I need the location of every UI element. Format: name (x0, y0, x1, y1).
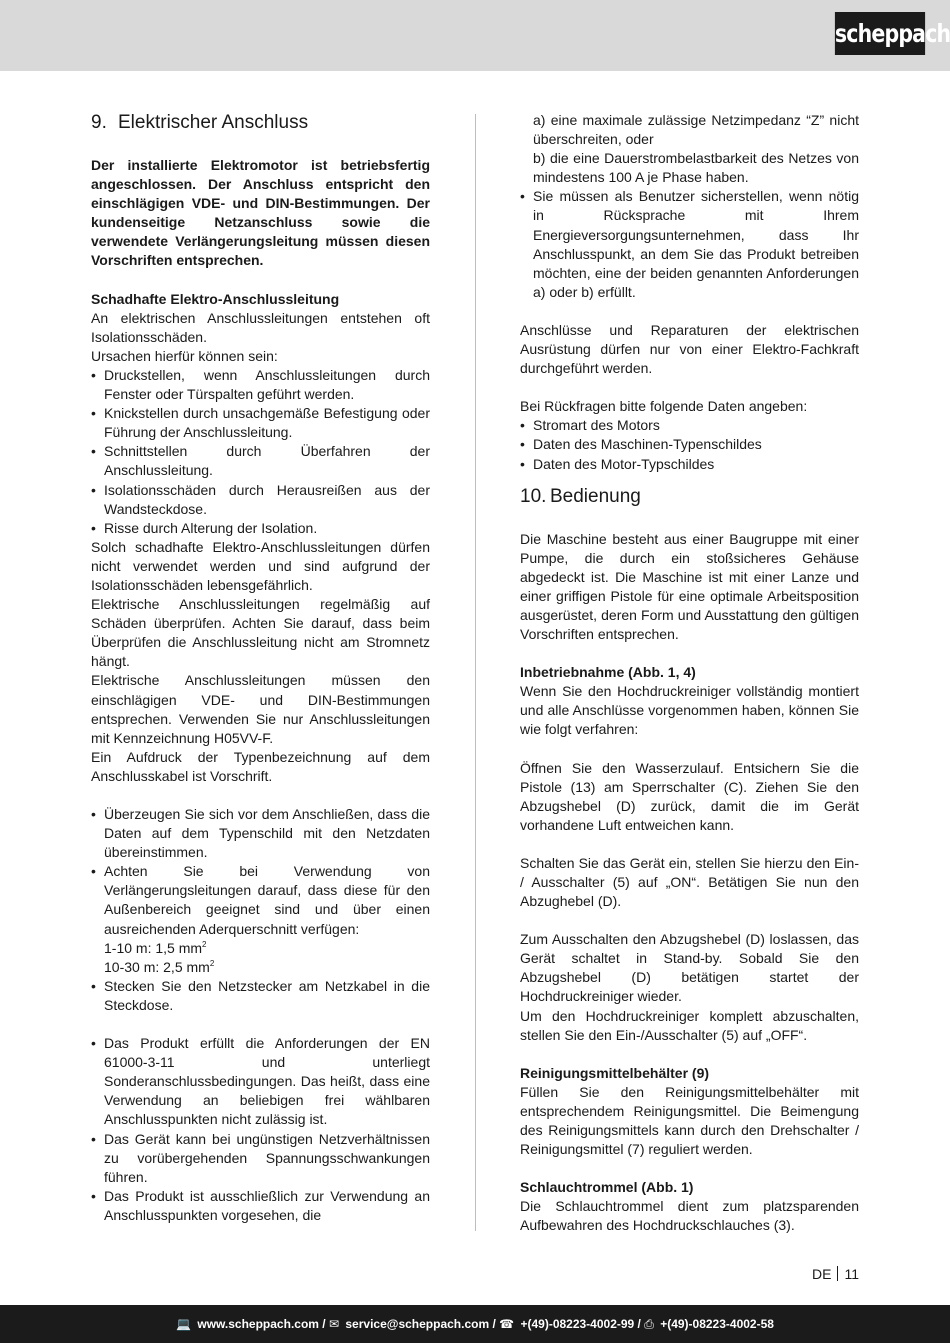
user-list (520, 187, 859, 302)
paragraph: Die Schlauchtrommel dient zum platzsparenden Aufbewahren des Hochdruckschlauches (3). (520, 1198, 859, 1234)
paragraph: Öffnen Sie den Wasserzulauf. Entsichern Sie die Pistole (13) am Sperrschalter (C). Ziehen Sie den Abzugshebel (D) zurück, damit die im Gerät vorhandene Luft entweichen kann. (520, 759, 859, 833)
paragraph: Füllen Sie den Reinigungsmittelbehälter mit entsprechendem Reinigungsmittel. Die Beimengung des Reinigungsmittels kann durch den Drehschalter / Reinigungsmittel (7) reguliert werden. (520, 1083, 859, 1158)
mail-icon: ✉ (328, 1317, 340, 1331)
subheading-damaged-cable: Schadhafte Elektro-Anschlussleitung (91, 290, 340, 307)
website-link[interactable]: www.scheppach.com / (197, 1317, 326, 1331)
header-bar (0, 0, 950, 71)
left-column (91, 111, 430, 1225)
phone-number: +(49)-08223-4002-99 / (520, 1317, 641, 1331)
fax-number: +(49)-08223-4002-58 (660, 1317, 774, 1331)
list-item: • Stecken Sie den Netzstecker am Netzkabel in die Steckdose. (91, 977, 430, 1015)
paragraph: Elektrische Anschlussleitungen regelmäßig auf Schäden überprüfen. Achten Sie darauf, dass beim Überprüfen die Anschlussleitung nicht am Stromnetz hängt. (91, 596, 430, 670)
list-item: • Überzeugen Sie sich vor dem Anschließen, dass die Daten auf dem Typenschild mit den Netzdaten übereinstimmen. (91, 805, 430, 862)
section-number: 9. (91, 112, 107, 133)
language-code: DE (812, 1266, 832, 1282)
list-item: • Knickstellen durch unsachgemäße Befestigung oder Führung der Anschlussleitung. (91, 404, 430, 442)
paragraph: An elektrischen Anschlussleitungen entstehen oft Isolationsschäden. (91, 309, 430, 345)
right-column (520, 111, 859, 1236)
section-10-heading (520, 485, 859, 509)
list-item (91, 862, 430, 977)
intro-paragraph: Der installierte Elektromotor ist betriebsfertig angeschlossen. Der Anschluss entspricht den einschlägigen VDE- und DIN-Bestimmungen. Der kundenseitige Netzanschluss sowie die verwendete Verlängerungsleitung müssen diesen Vorschriften entsprechen. (91, 157, 430, 269)
paragraph: Solch schadhafte Elektro-Anschlussleitungen dürfen nicht verwendet werden und sind aufgrund der Isolationsschäden lebensgefährlich. (91, 538, 430, 593)
scheppach-logo: scheppach (835, 12, 925, 55)
list-item: • Stromart des Motors (520, 416, 859, 435)
phone-icon: ☎ (499, 1317, 515, 1331)
cable-length-2: 10-30 m: 2,5 mm (104, 958, 210, 975)
paragraph: Schalten Sie das Gerät ein, stellen Sie hierzu den Ein- / Ausschalter (5) auf „ON“. Betätigen Sie nun den Abzughebel (D). (520, 854, 859, 910)
section-title: Elektrischer Anschluss (118, 112, 309, 133)
paragraph: Ein Aufdruck der Typenbezeichnung auf dem Anschlusskabel ist Vorschrift. (91, 748, 430, 784)
cable-length-1: 1-10 m: 1,5 mm (104, 939, 203, 956)
section-title: Bedienung (550, 485, 641, 507)
subheading-detergent: Reinigungsmittelbehälter (9) (520, 1064, 710, 1081)
causes-list (91, 366, 430, 538)
section-9-heading (91, 111, 430, 135)
checks-list (91, 805, 430, 1015)
list-item: • Druckstellen, wenn Anschlussleitungen durch Fenster oder Türspalten geführt werden. (91, 366, 430, 404)
paragraph: Elektrische Anschlussleitungen müssen den einschlägigen VDE- und DIN-Bestimmungen entsprechen. Verwenden Sie nur Anschlussleitungen mit Kennzeichnung H05VV-F. (91, 672, 430, 746)
condition-b: b) die eine Dauerstrombelastbarkeit des Netzes von mindestens 100 A je Phase haben. (533, 150, 859, 186)
superscript: 2 (202, 939, 207, 949)
list-item: • Daten des Motor-Typschildes (520, 455, 859, 474)
list-item: • Sie müssen als Benutzer sicherstellen, wenn nötig in Rücksprache mit Ihrem Energieversorgungsunternehmen, dass Ihr Anschlusspunkt, an dem Sie das Produkt betreiben möchten, eine der beiden genannten Anforderungen a) oder b) erfüllt. (520, 187, 859, 302)
paragraph: Ursachen hierfür können sein: (91, 347, 278, 364)
paragraph: Die Maschine besteht aus einer Baugruppe mit einer Pumpe, die durch ein stoßsicheres Gehäuse abgedeckt ist. Die Maschine ist mit einer Lanze und einer griffigen Pistole für eine optimale Arbeitsposition ausgerüstet, deren Form und Ausstattung den gültigen Vorschriften entsprechen. (520, 530, 859, 643)
section-number: 10. (520, 485, 547, 507)
page-number-value: 11 (844, 1266, 859, 1282)
list-item: • Das Produkt ist ausschließlich zur Verwendung an Anschlusspunkten vorgesehen, die (91, 1187, 430, 1225)
list-item-text: Achten Sie bei Verwendung von Verlängerungsleitungen darauf, dass diese für den Außenbereich geeignet sind und über einen ausreichenden Aderquerschnitt verfügen: (104, 863, 430, 937)
paragraph: Zum Ausschalten den Abzugshebel (D) loslassen, das Gerät schaltet in Stand-by. Sobald Sie den Abzugshebel (D) betätigen startet der Hochdruckreiniger wieder. (520, 931, 859, 1005)
page-number (812, 1265, 859, 1283)
condition-a: a) eine maximale zulässige Netzimpedanz “Z” nicht überschreiten, oder (533, 112, 859, 148)
list-item: • Isolationsschäden durch Herausreißen aus der Wandsteckdose. (91, 481, 430, 519)
list-item: • Das Produkt erfüllt die Anforderungen der EN 61000-3-11 und unterliegt Sonderanschlussbedingungen. Das heißt, dass eine Verwendung an beliebigen frei wählbaren Anschlusspunkten nicht zulässig ist. (91, 1034, 430, 1129)
product-list (91, 1034, 430, 1225)
subheading-start: Inbetriebnahme (Abb. 1, 4) (520, 664, 696, 681)
footer-bar (0, 1305, 950, 1343)
queries-list (520, 416, 859, 473)
fax-icon: ⎙ (644, 1317, 654, 1331)
paragraph: Wenn Sie den Hochdruckreiniger vollständig montiert und alle Anschlüsse vorgenommen haben, können Sie wie folgt verfahren: (520, 683, 859, 738)
paragraph: Anschlüsse und Reparaturen der elektrischen Ausrüstung dürfen nur von einer Elektro-Fachkraft durchgeführt werden. (520, 321, 859, 377)
list-item: • Risse durch Alterung der Isolation. (91, 519, 430, 538)
computer-icon: 💻 (176, 1317, 192, 1331)
paragraph: Bei Rückfragen bitte folgende Daten angeben: (520, 398, 808, 415)
separator (837, 1266, 838, 1281)
superscript: 2 (209, 958, 215, 968)
list-item: • Daten des Maschinen-Typenschildes (520, 435, 859, 454)
list-item: • Das Gerät kann bei ungünstigen Netzverhältnissen zu vorübergehenden Spannungsschwankungen führen. (91, 1130, 430, 1187)
paragraph: Um den Hochdruckreiniger komplett abzuschalten, stellen Sie den Ein-/Ausschalter (5) auf „OFF“. (520, 1007, 859, 1043)
column-divider (475, 114, 476, 1231)
email-link[interactable]: service@scheppach.com / (345, 1317, 496, 1331)
subheading-hose-reel: Schlauchtrommel (Abb. 1) (520, 1179, 694, 1196)
list-item: • Schnittstellen durch Überfahren der Anschlussleitung. (91, 442, 430, 480)
